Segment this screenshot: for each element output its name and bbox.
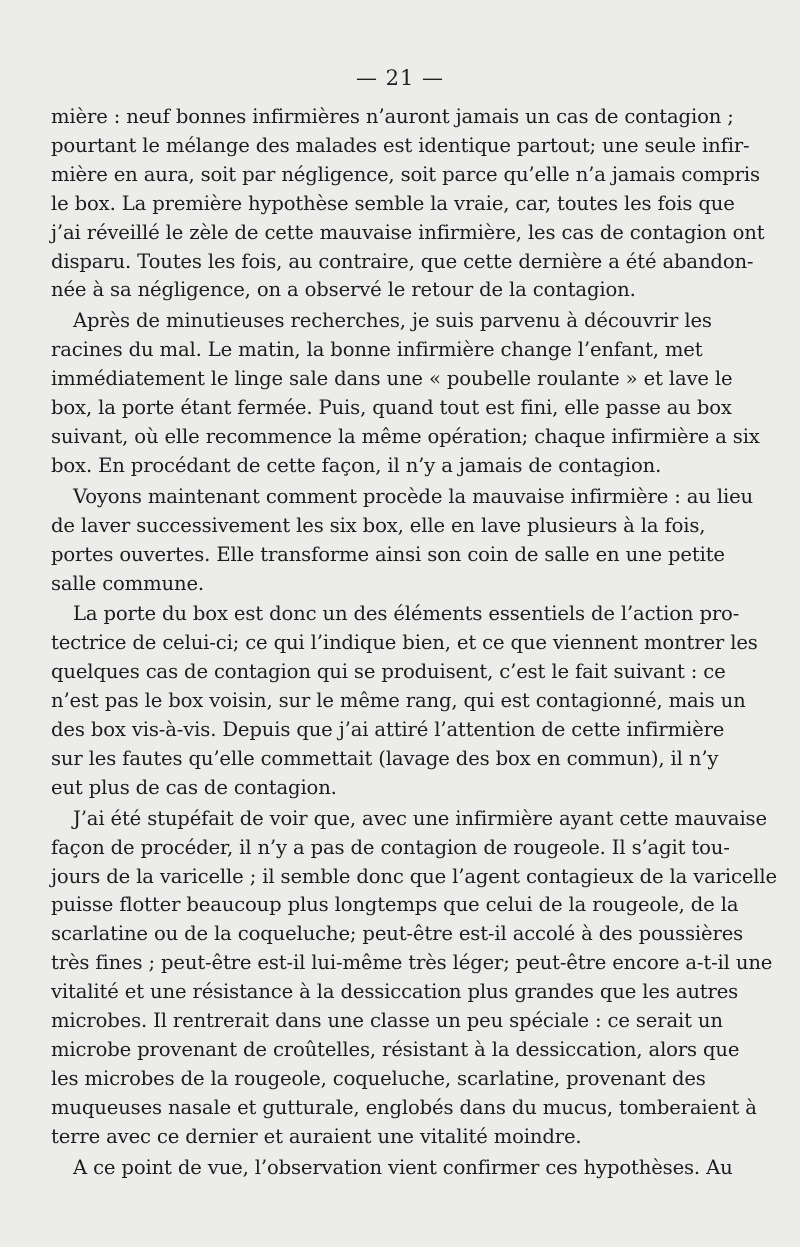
text-line: jours de la varicelle ; il semble donc que l’agent contagieux de la varicelle: [51, 864, 777, 888]
text-line: muqueuses nasale et gutturale, englobés dans du mucus, tomberaient à: [51, 1095, 757, 1119]
paragraph: [51, 805, 777, 1152]
paragraph: [51, 483, 754, 599]
text-line: vitalité et une résistance à la dessiccation plus grandes que les autres: [51, 980, 739, 1004]
text-line: n’est pas le box voisin, sur le même rang, qui est contagionné, mais un: [51, 689, 746, 713]
text-line: des box vis-à-vis. Depuis que j’ai attiré l’attention de cette infirmière: [51, 718, 725, 742]
text-line: scarlatine ou de la coqueluche; peut-être est-il accolé à des poussières: [51, 922, 744, 946]
text-line: disparu. Toutes les fois, au contraire, que cette dernière a été abandon-: [51, 249, 754, 273]
text-line: microbes. Il rentrerait dans une classe un peu spéciale : ce serait un: [51, 1009, 723, 1033]
text-line: box, la porte étant fermée. Puis, quand tout est fini, elle passe au box: [51, 396, 732, 420]
paragraph: [51, 307, 760, 480]
text-line: suivant, où elle recommence la même opération; chaque infirmière a six: [51, 424, 760, 448]
text-line: le box. La première hypothèse semble la vraie, car, toutes les fois que: [51, 191, 735, 215]
text-line: mière : neuf bonnes infirmières n’auront jamais un cas de contagion ;: [51, 105, 734, 128]
text-line: façon de procéder, il n’y a pas de contagion de rougeole. Il s’agit tou-: [51, 835, 730, 859]
text-line: immédiatement le linge sale dans une « poubelle roulante » et lave le: [51, 367, 733, 391]
text-line: racines du mal. Le matin, la bonne infirmière change l’enfant, met: [51, 338, 703, 362]
text-line: tectrice de celui-ci; ce qui l’indique bien, et ce que viennent montrer les: [51, 631, 758, 655]
paragraph: [51, 600, 758, 802]
text-line: Voyons maintenant comment procède la mauvaise infirmière : au lieu: [73, 484, 754, 508]
text-line: La porte du box est donc un des éléments essentiels de l’action pro-: [73, 602, 740, 626]
text-line: j’ai réveillé le zèle de cette mauvaise infirmière, les cas de contagion ont: [51, 220, 765, 244]
text-line: box. En procédant de cette façon, il n’y a jamais de contagion.: [51, 453, 662, 477]
text-line: terre avec ce dernier et auraient une vitalité moindre.: [51, 1124, 582, 1148]
text-line: A ce point de vue, l’observation vient confirmer ces hypothèses. Au: [73, 1155, 733, 1179]
text-line: puisse flotter beaucoup plus longtemps que celui de la rougeole, de la: [51, 893, 739, 917]
text-line: les microbes de la rougeole, coqueluche, scarlatine, provenant des: [51, 1066, 706, 1090]
text-line: mière en aura, soit par négligence, soit parce qu’elle n’a jamais compris: [51, 162, 760, 186]
text-line: eut plus de cas de contagion.: [51, 775, 337, 799]
paragraph: [51, 1154, 733, 1183]
text-line: pourtant le mélange des malades est identique partout; une seule infir-: [51, 133, 750, 157]
text-line: née à sa négligence, on a observé le retour de la contagion.: [51, 278, 636, 302]
text-line: J’ai été stupéfait de voir que, avec une infirmière ayant cette mauvaise: [73, 806, 767, 830]
text-line: salle commune.: [51, 571, 204, 595]
text-line: Après de minutieuses recherches, je suis parvenu à découvrir les: [73, 309, 712, 333]
text-line: microbe provenant de croûtelles, résistant à la dessiccation, alors que: [51, 1038, 740, 1061]
text-line: sur les fautes qu’elle commettait (lavage des box en commun), il n’y: [51, 746, 719, 770]
text-line: très fines ; peut-être est-il lui-même très léger; peut-être encore a-t-il une: [51, 951, 773, 975]
body-text: [51, 103, 777, 1185]
paragraph: [51, 103, 765, 305]
text-line: portes ouvertes. Elle transforme ainsi son coin de salle en une petite: [51, 542, 725, 566]
page-number: — 21 —: [355, 66, 445, 90]
text-line: de laver successivement les six box, elle en lave plusieurs à la fois,: [51, 513, 706, 537]
text-line: quelques cas de contagion qui se produisent, c’est le fait suivant : ce: [51, 660, 726, 684]
